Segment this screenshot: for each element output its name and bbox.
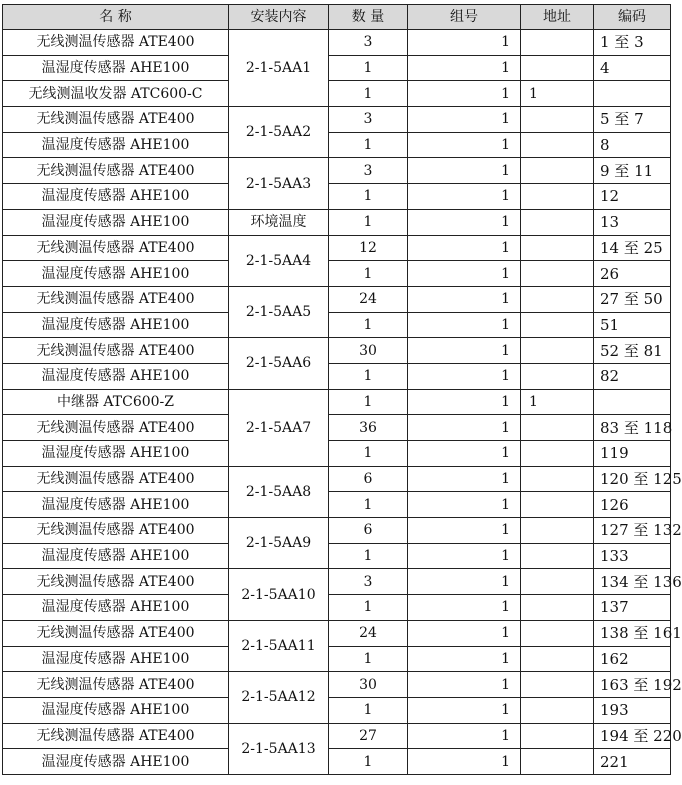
cell-address: [521, 209, 594, 235]
table-row: [3, 466, 671, 492]
table-row: [3, 261, 671, 287]
cell-install: 2-1-5AA5: [229, 286, 329, 337]
table-row: [3, 184, 671, 210]
cell-code: 51: [594, 312, 671, 338]
table-row: [3, 30, 671, 56]
table-row: [3, 286, 671, 312]
cell-install: 2-1-5AA12: [229, 672, 329, 723]
cell-name: 无线测温传感器 ATE400: [3, 286, 229, 312]
cell-address: 1: [521, 81, 594, 107]
cell-address: [521, 723, 594, 749]
cell-code: 138 至 161: [594, 620, 671, 646]
cell-group: 1: [408, 209, 521, 235]
device-table: [2, 4, 682, 775]
cell-code: 119: [594, 441, 671, 467]
table-row: [3, 107, 671, 133]
cell-install: 2-1-5AA7: [229, 389, 329, 466]
cell-address: [521, 518, 594, 544]
cell-quantity: 3: [329, 569, 408, 595]
cell-name: 温湿度传感器 AHE100: [3, 312, 229, 338]
cell-code: 162: [594, 646, 671, 672]
table-row: [3, 441, 671, 467]
table-row: [3, 672, 671, 698]
cell-install: 2-1-5AA8: [229, 466, 329, 517]
cell-name: 温湿度传感器 AHE100: [3, 184, 229, 210]
cell-group: 1: [408, 620, 521, 646]
cell-name: 无线测温传感器 ATE400: [3, 620, 229, 646]
cell-quantity: 6: [329, 518, 408, 544]
cell-code: 14 至 25: [594, 235, 671, 261]
cell-address: [521, 261, 594, 287]
cell-address: [521, 312, 594, 338]
cell-name: 温湿度传感器 AHE100: [3, 209, 229, 235]
cell-address: [521, 338, 594, 364]
cell-group: 1: [408, 184, 521, 210]
cell-quantity: 1: [329, 543, 408, 569]
table-row: [3, 697, 671, 723]
cell-group: 1: [408, 286, 521, 312]
cell-name: 无线测温传感器 ATE400: [3, 569, 229, 595]
cell-name: 中继器 ATC600-Z: [3, 389, 229, 415]
table-row: [3, 389, 671, 415]
cell-code: 193: [594, 697, 671, 723]
cell-quantity: 1: [329, 261, 408, 287]
cell-quantity: 1: [329, 749, 408, 775]
table-row: [3, 569, 671, 595]
cell-address: [521, 466, 594, 492]
table-row: [3, 312, 671, 338]
cell-name: 无线测温传感器 ATE400: [3, 338, 229, 364]
cell-group: 1: [408, 441, 521, 467]
cell-name: 无线测温传感器 ATE400: [3, 518, 229, 544]
cell-quantity: 1: [329, 646, 408, 672]
cell-code: 9 至 11: [594, 158, 671, 184]
table-row: [3, 518, 671, 544]
cell-quantity: 1: [329, 55, 408, 81]
cell-install: 2-1-5AA3: [229, 158, 329, 209]
cell-code: 1 至 3: [594, 30, 671, 56]
cell-quantity: 1: [329, 595, 408, 621]
cell-quantity: 30: [329, 672, 408, 698]
table-row: [3, 723, 671, 749]
cell-address: [521, 286, 594, 312]
cell-code: 221: [594, 749, 671, 775]
cell-quantity: 24: [329, 620, 408, 646]
table-row: [3, 209, 671, 235]
cell-code: 27 至 50: [594, 286, 671, 312]
cell-quantity: 1: [329, 363, 408, 389]
cell-name: 无线测温传感器 ATE400: [3, 107, 229, 133]
cell-group: 1: [408, 466, 521, 492]
cell-name: 无线测温传感器 ATE400: [3, 30, 229, 56]
cell-code: 82: [594, 363, 671, 389]
cell-address: [521, 569, 594, 595]
cell-install: 2-1-5AA4: [229, 235, 329, 286]
cell-code: 137: [594, 595, 671, 621]
header-code: 编码: [594, 5, 671, 30]
cell-quantity: 36: [329, 415, 408, 441]
cell-group: 1: [408, 595, 521, 621]
table-row: [3, 749, 671, 775]
cell-code: 120 至 125: [594, 466, 671, 492]
table-row: [3, 543, 671, 569]
cell-quantity: 6: [329, 466, 408, 492]
cell-quantity: 24: [329, 286, 408, 312]
cell-name: 无线测温传感器 ATE400: [3, 466, 229, 492]
cell-name: 温湿度传感器 AHE100: [3, 543, 229, 569]
table-row: [3, 132, 671, 158]
cell-address: [521, 749, 594, 775]
cell-install: 2-1-5AA10: [229, 569, 329, 620]
cell-quantity: 1: [329, 81, 408, 107]
cell-code: [594, 81, 671, 107]
cell-code: 83 至 118: [594, 415, 671, 441]
table-row: [3, 158, 671, 184]
cell-code: 163 至 192: [594, 672, 671, 698]
cell-group: 1: [408, 132, 521, 158]
cell-group: 1: [408, 55, 521, 81]
cell-quantity: 1: [329, 441, 408, 467]
cell-name: 无线测温传感器 ATE400: [3, 672, 229, 698]
cell-name: 温湿度传感器 AHE100: [3, 697, 229, 723]
cell-address: [521, 441, 594, 467]
header-quantity: 数 量: [329, 5, 408, 30]
table-row: [3, 492, 671, 518]
cell-code: [594, 389, 671, 415]
cell-group: 1: [408, 697, 521, 723]
cell-code: 4: [594, 55, 671, 81]
cell-quantity: 12: [329, 235, 408, 261]
cell-group: 1: [408, 518, 521, 544]
cell-name: 无线测温传感器 ATE400: [3, 415, 229, 441]
cell-code: 127 至 132: [594, 518, 671, 544]
cell-name: 温湿度传感器 AHE100: [3, 55, 229, 81]
cell-quantity: 30: [329, 338, 408, 364]
cell-code: 12: [594, 184, 671, 210]
table-row: [3, 235, 671, 261]
header-group: 组号: [408, 5, 521, 30]
cell-code: 8: [594, 132, 671, 158]
cell-install: 2-1-5AA2: [229, 107, 329, 158]
table-row: [3, 646, 671, 672]
cell-name: 温湿度传感器 AHE100: [3, 261, 229, 287]
cell-group: 1: [408, 107, 521, 133]
cell-group: 1: [408, 30, 521, 56]
cell-name: 温湿度传感器 AHE100: [3, 363, 229, 389]
cell-group: 1: [408, 235, 521, 261]
cell-install: 2-1-5AA1: [229, 30, 329, 107]
cell-quantity: 1: [329, 389, 408, 415]
cell-group: 1: [408, 415, 521, 441]
cell-quantity: 27: [329, 723, 408, 749]
cell-group: 1: [408, 569, 521, 595]
cell-address: [521, 235, 594, 261]
cell-group: 1: [408, 543, 521, 569]
cell-quantity: 1: [329, 312, 408, 338]
cell-group: 1: [408, 672, 521, 698]
cell-address: [521, 415, 594, 441]
cell-group: 1: [408, 312, 521, 338]
cell-code: 52 至 81: [594, 338, 671, 364]
cell-quantity: 1: [329, 492, 408, 518]
cell-group: 1: [408, 646, 521, 672]
table-row: [3, 81, 671, 107]
header-name: 名 称: [3, 5, 229, 30]
cell-group: 1: [408, 749, 521, 775]
table-body: [3, 30, 682, 775]
cell-quantity: 1: [329, 697, 408, 723]
cell-install: 2-1-5AA6: [229, 338, 329, 389]
cell-group: 1: [408, 261, 521, 287]
cell-group: 1: [408, 338, 521, 364]
cell-name: 温湿度传感器 AHE100: [3, 595, 229, 621]
table-row: [3, 595, 671, 621]
cell-group: 1: [408, 389, 521, 415]
table-row: [3, 338, 671, 364]
cell-code: 194 至 220: [594, 723, 671, 749]
cell-name: 温湿度传感器 AHE100: [3, 492, 229, 518]
cell-quantity: 1: [329, 184, 408, 210]
table-row: [3, 620, 671, 646]
cell-address: [521, 107, 594, 133]
cell-address: [521, 543, 594, 569]
cell-group: 1: [408, 492, 521, 518]
cell-install: 2-1-5AA11: [229, 620, 329, 671]
cell-name: 温湿度传感器 AHE100: [3, 441, 229, 467]
cell-address: [521, 595, 594, 621]
cell-code: 126: [594, 492, 671, 518]
cell-name: 无线测温收发器 ATC600-C: [3, 81, 229, 107]
cell-group: 1: [408, 81, 521, 107]
header-row: [3, 5, 671, 30]
cell-address: [521, 184, 594, 210]
cell-address: [521, 672, 594, 698]
cell-name: 温湿度传感器 AHE100: [3, 749, 229, 775]
cell-install: 环境温度: [229, 209, 329, 235]
cell-address: [521, 363, 594, 389]
cell-code: 13: [594, 209, 671, 235]
cell-code: 26: [594, 261, 671, 287]
table-row: [3, 363, 671, 389]
cell-name: 无线测温传感器 ATE400: [3, 158, 229, 184]
cell-quantity: 3: [329, 30, 408, 56]
cell-group: 1: [408, 363, 521, 389]
cell-code: 5 至 7: [594, 107, 671, 133]
cell-quantity: 1: [329, 132, 408, 158]
cell-code: 134 至 136: [594, 569, 671, 595]
cell-quantity: 1: [329, 209, 408, 235]
cell-name: 温湿度传感器 AHE100: [3, 132, 229, 158]
cell-install: 2-1-5AA9: [229, 518, 329, 569]
cell-quantity: 3: [329, 158, 408, 184]
header-install: 安装内容: [229, 5, 329, 30]
cell-address: [521, 646, 594, 672]
cell-address: [521, 30, 594, 56]
header-address: 地址: [521, 5, 594, 30]
cell-address: [521, 132, 594, 158]
cell-address: 1: [521, 389, 594, 415]
cell-address: [521, 55, 594, 81]
cell-install: 2-1-5AA13: [229, 723, 329, 774]
cell-group: 1: [408, 158, 521, 184]
cell-group: 1: [408, 723, 521, 749]
table-row: [3, 55, 671, 81]
cell-name: 无线测温传感器 ATE400: [3, 235, 229, 261]
cell-address: [521, 620, 594, 646]
cell-address: [521, 492, 594, 518]
cell-address: [521, 697, 594, 723]
cell-quantity: 3: [329, 107, 408, 133]
cell-address: [521, 158, 594, 184]
cell-name: 温湿度传感器 AHE100: [3, 646, 229, 672]
cell-name: 无线测温传感器 ATE400: [3, 723, 229, 749]
cell-code: 133: [594, 543, 671, 569]
table-row: [3, 415, 671, 441]
